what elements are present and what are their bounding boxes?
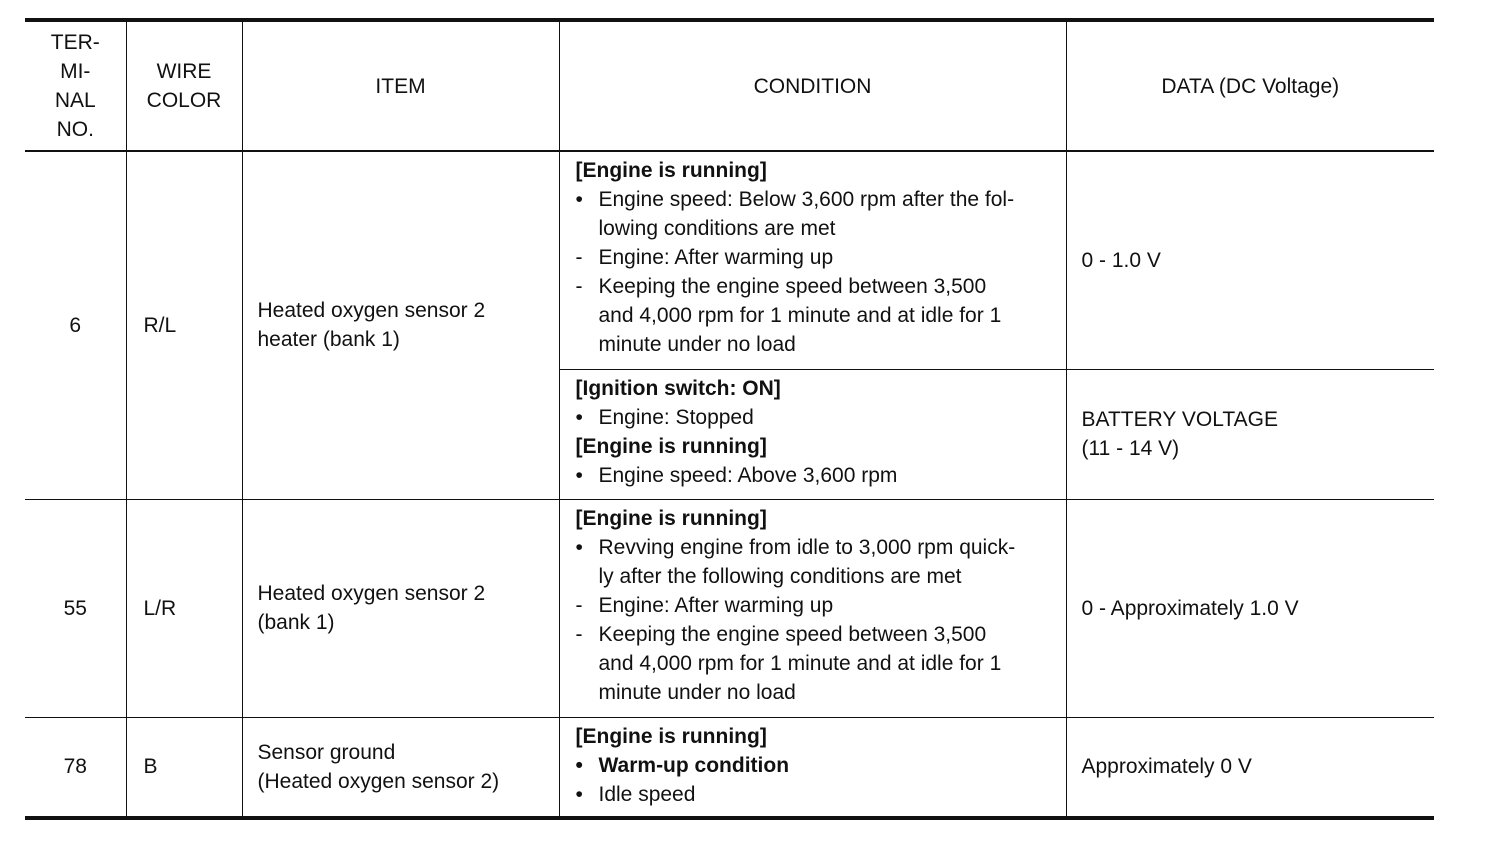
condition-header: [Engine is running] (575, 506, 767, 530)
header-item: ITEM (242, 20, 559, 151)
wire-color-cell: L/R (126, 499, 242, 717)
condition-subitem: Engine: After warming up (598, 593, 834, 617)
condition-subitem: Engine: After warming up (598, 246, 834, 269)
table-row (25, 151, 1434, 369)
bullet-marker: • (575, 753, 583, 777)
data-value-cell: BATTERY VOLTAGE (11 - 14 V) (1066, 369, 1434, 499)
header-wire-color: WIRE COLOR (126, 20, 242, 151)
bullet-marker: • (575, 405, 583, 429)
table-header-row (25, 20, 1434, 151)
condition-cell (559, 151, 1066, 369)
condition-header: [Engine is running] (575, 434, 767, 458)
condition-subitem: Keeping the engine speed between 3,500 and 4,000 rpm for 1 minute and at idle for 1 minute under no load (598, 622, 1002, 704)
dash-marker: - (575, 246, 583, 269)
terminal-no-cell: 78 (25, 717, 126, 818)
table-row (25, 499, 1434, 717)
data-value-cell: 0 - Approximately 1.0 V (1066, 499, 1434, 717)
condition-bullet: Revving engine from idle to 3,000 rpm quick- ly after the following conditions are met (598, 535, 1016, 588)
condition-bullet: Engine speed: Above 3,600 rpm (598, 463, 898, 487)
terminal-no-cell: 6 (25, 151, 126, 499)
wire-color-cell: R/L (126, 151, 242, 499)
condition-header: [Engine is running] (575, 724, 767, 748)
bullet-marker: • (575, 535, 583, 559)
condition-bullet: Engine: Stopped (598, 405, 754, 429)
condition-bullet: Idle speed (598, 782, 696, 806)
bullet-marker: • (575, 782, 583, 806)
condition-header: [Ignition switch: ON] (575, 376, 781, 400)
dash-marker: - (575, 593, 583, 617)
bullet-marker: • (575, 188, 583, 211)
bullet-marker: • (575, 463, 583, 487)
item-cell: Heated oxygen sensor 2 (bank 1) (242, 499, 559, 717)
data-value-cell: Approximately 0 V (1066, 717, 1434, 818)
condition-bullet: Warm-up condition (598, 753, 790, 777)
wire-color-cell: B (126, 717, 242, 818)
condition-bullet: Engine speed: Below 3,600 rpm after the fol- lowing conditions are met (598, 188, 1015, 240)
header-data: DATA (DC Voltage) (1066, 20, 1434, 151)
condition-cell (559, 369, 1066, 499)
data-value-cell: 0 - 1.0 V (1066, 151, 1434, 369)
dash-marker: - (575, 275, 583, 298)
dash-marker: - (575, 622, 583, 646)
condition-cell (559, 717, 1066, 818)
condition-header: [Engine is running] (575, 159, 767, 182)
header-condition: CONDITION (559, 20, 1066, 151)
condition-subitem: Keeping the engine speed between 3,500 and 4,000 rpm for 1 minute and at idle for 1 minute under no load (598, 275, 1002, 356)
item-cell: Sensor ground (Heated oxygen sensor 2) (242, 717, 559, 818)
terminal-data-table (25, 18, 1434, 820)
condition-cell (559, 499, 1066, 717)
table-row (25, 717, 1434, 818)
header-terminal-no: TER- MI- NAL NO. (25, 20, 126, 151)
item-cell: Heated oxygen sensor 2 heater (bank 1) (242, 151, 559, 499)
terminal-no-cell: 55 (25, 499, 126, 717)
